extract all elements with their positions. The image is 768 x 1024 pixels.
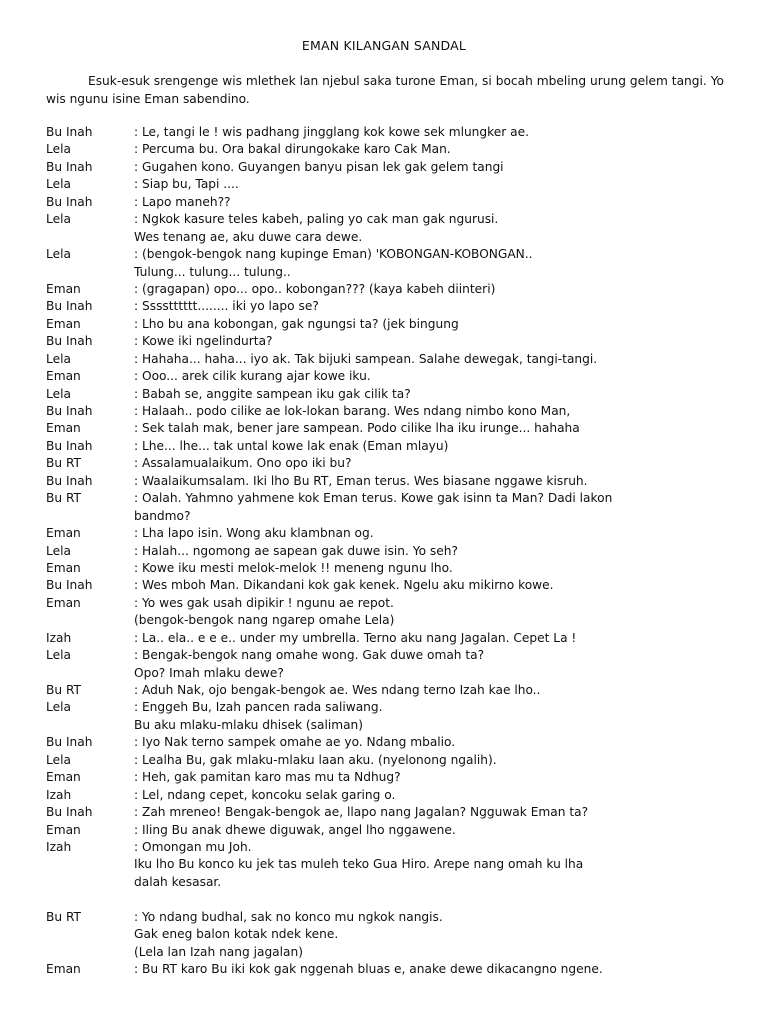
- dialogue-line: [46, 891, 736, 908]
- speaker-name: Lela: [46, 212, 71, 227]
- speaker-name: Izah: [46, 787, 72, 802]
- dialogue-text: (Lela lan Izah nang jagalan): [134, 944, 303, 959]
- dialogue-line: [46, 752, 736, 769]
- speaker-name: Izah: [46, 839, 72, 854]
- dialogue-text: : Zah mreneo! Bengak-bengok ae, llapo nang Jagalan? Ngguwak Eman ta?: [134, 805, 589, 820]
- speaker-name: Bu RT: [46, 909, 81, 924]
- dialogue-text: dalah kesasar.: [134, 874, 222, 889]
- speaker-name: Lela: [46, 247, 71, 262]
- dialogue-line: [46, 560, 736, 577]
- dialogue-text: : Kowe iki ngelindurta?: [134, 334, 273, 349]
- dialogue-line: [46, 141, 736, 158]
- speaker-name: Eman: [46, 526, 81, 541]
- dialogue-text: Iku lho Bu konco ku jek tas muleh teko Gua Hiro. Arepe nang omah ku lha: [134, 857, 584, 872]
- dialogue-line: [46, 839, 736, 856]
- dialogue-line: [46, 194, 736, 211]
- dialogue-line: [46, 124, 736, 141]
- dialogue-text: : Yo ndang budhal, sak no konco mu ngkok nangis.: [134, 909, 443, 924]
- dialogue-text: : Iling Bu anak dhewe diguwak, angel lho nggawene.: [134, 822, 456, 837]
- intro-paragraph: Esuk-esuk srengenge wis mlethek lan njebul saka turone Eman, si bocah mbeling urung gelem tangi. Yo wis ngunu isine Eman sabendino.: [46, 74, 724, 106]
- dialogue-line: [46, 159, 736, 176]
- dialogue-text: : Lhe... lhe... tak untal kowe lak enak (Eman mlayu): [134, 438, 449, 453]
- speaker-name: Eman: [46, 560, 81, 575]
- dialogue-text: Opo? Imah mlaku dewe?: [134, 665, 284, 680]
- dialogue-line: [46, 804, 736, 821]
- dialogue-line: [46, 595, 736, 612]
- speaker-name: Eman: [46, 316, 81, 331]
- dialogue-text: : Sek talah mak, bener jare sampean. Podo cilike lha iku irunge... hahaha: [134, 421, 580, 436]
- dialogue-text: : (gragapan) opo... opo.. kobongan??? (kaya kabeh diinteri): [134, 281, 496, 296]
- speaker-name: Eman: [46, 369, 81, 384]
- dialogue-text: : Percuma bu. Ora bakal dirungokake karo Cak Man.: [134, 142, 451, 157]
- dialogue-line: [46, 298, 736, 315]
- dialogue-text: : Enggeh Bu, Izah pancen rada saliwang.: [134, 700, 383, 715]
- dialogue-line: [46, 665, 736, 682]
- speaker-name: Eman: [46, 421, 81, 436]
- dialogue-text: : Yo wes gak usah dipikir ! ngunu ae repot.: [134, 595, 394, 610]
- dialogue-text: : Ooo... arek cilik kurang ajar kowe iku.: [134, 369, 371, 384]
- dialogue-text: : Kowe iku mesti melok-melok !! meneng ngunu lho.: [134, 560, 453, 575]
- dialogue-line: [46, 612, 736, 629]
- dialogue-line: [46, 630, 736, 647]
- document-title: EMAN KILANGAN SANDAL: [301, 38, 467, 53]
- dialogue-text: : Bengak-bengok nang omahe wong. Gak duwe omah ta?: [134, 648, 485, 663]
- dialogue-text: : Oalah. Yahmno yahmene kok Eman terus. Kowe gak isinn ta Man? Dadi lakon: [134, 491, 613, 506]
- dialogue-text: : Bu RT karo Bu iki kok gak nggenah bluas e, anake dewe dikacangno ngene.: [134, 962, 603, 976]
- speaker-name: Eman: [46, 595, 81, 610]
- dialogue-script: [46, 124, 736, 978]
- dialogue-line: [46, 229, 736, 246]
- dialogue-line: [46, 455, 736, 472]
- dialogue-line: [46, 682, 736, 699]
- dialogue-line: [46, 490, 736, 507]
- dialogue-line: [46, 787, 736, 804]
- dialogue-text: Bu aku mlaku-mlaku dhisek (saliman): [134, 717, 364, 732]
- dialogue-text: : Hahaha... haha... iyo ak. Tak bijuki sampean. Salahe dewegak, tangi-tangi.: [134, 351, 598, 366]
- speaker-name: Bu Inah: [46, 578, 93, 593]
- dialogue-text: : Halah... ngomong ae sapean gak duwe isin. Yo seh?: [134, 543, 458, 558]
- dialogue-line: [46, 909, 736, 926]
- dialogue-line: [46, 769, 736, 786]
- speaker-name: Lela: [46, 386, 71, 401]
- dialogue-line: [46, 717, 736, 734]
- speaker-name: Bu Inah: [46, 404, 93, 418]
- speaker-name: Eman: [46, 822, 81, 837]
- dialogue-text: : Lho bu ana kobongan, gak ngungsi ta? (jek bingung: [134, 316, 459, 331]
- dialogue-line: [46, 699, 736, 716]
- speaker-name: Bu Inah: [46, 194, 93, 209]
- dialogue-line: [46, 734, 736, 751]
- dialogue-line: [46, 438, 736, 455]
- dialogue-line: [46, 264, 736, 281]
- speaker-name: Lela: [46, 752, 71, 767]
- dialogue-line: [46, 403, 736, 420]
- speaker-name: Lela: [46, 351, 71, 366]
- dialogue-line: [46, 874, 736, 891]
- speaker-name: Bu Inah: [46, 159, 93, 174]
- speaker-name: Bu Inah: [46, 805, 93, 820]
- speaker-name: Bu RT: [46, 683, 81, 697]
- speaker-name: Eman: [46, 962, 81, 976]
- speaker-name: Bu Inah: [46, 299, 93, 314]
- dialogue-line: [46, 647, 736, 664]
- speaker-name: Bu RT: [46, 456, 81, 471]
- dialogue-line: [46, 211, 736, 228]
- dialogue-text: : Lel, ndang cepet, koncoku selak garing o.: [134, 787, 396, 802]
- dialogue-line: [46, 577, 736, 594]
- dialogue-line: [46, 508, 736, 525]
- dialogue-line: [46, 333, 736, 350]
- speaker-name: Bu Inah: [46, 125, 93, 139]
- dialogue-line: [46, 368, 736, 385]
- dialogue-line: [46, 176, 736, 193]
- dialogue-line: [46, 543, 736, 560]
- dialogue-text: : La.. ela.. e e e.. under my umbrella. Terno aku nang Jagalan. Cepet La !: [134, 630, 577, 645]
- speaker-name: Lela: [46, 543, 71, 558]
- dialogue-line: [46, 420, 736, 437]
- dialogue-text: : Iyo Nak terno sampek omahe ae yo. Ndang mbalio.: [134, 735, 456, 750]
- dialogue-text: : (bengok-bengok nang kupinge Eman) 'KOBONGAN-KOBONGAN..: [134, 247, 533, 262]
- dialogue-text: : Omongan mu Joh.: [134, 839, 252, 854]
- dialogue-line: [46, 926, 736, 943]
- speaker-name: Lela: [46, 177, 71, 192]
- dialogue-line: [46, 386, 736, 403]
- dialogue-text: : Assalamualaikum. Ono opo iki bu?: [134, 456, 352, 471]
- dialogue-text: : Siap bu, Tapi ....: [134, 177, 239, 192]
- speaker-name: Lela: [46, 648, 71, 663]
- speaker-name: Lela: [46, 142, 71, 157]
- speaker-name: Eman: [46, 770, 81, 785]
- dialogue-text: : Heh, gak pamitan karo mas mu ta Ndhug?: [134, 770, 401, 785]
- dialogue-text: : Ngkok kasure teles kabeh, paling yo cak man gak ngurusi.: [134, 212, 499, 227]
- dialogue-line: [46, 316, 736, 333]
- dialogue-line: [46, 525, 736, 542]
- speaker-name: Lela: [46, 700, 71, 715]
- speaker-name: Bu Inah: [46, 334, 93, 349]
- dialogue-text: : Lealha Bu, gak mlaku-mlaku laan aku. (nyelonong ngalih).: [134, 752, 497, 767]
- dialogue-text: : Waalaikumsalam. Iki lho Bu RT, Eman terus. Wes biasane nggawe kisruh.: [134, 473, 588, 488]
- dialogue-line: [46, 822, 736, 839]
- dialogue-text: bandmo?: [134, 508, 191, 523]
- dialogue-text: : Halaah.. podo cilike ae lok-lokan barang. Wes ndang nimbo kono Man,: [134, 404, 571, 418]
- dialogue-line: [46, 281, 736, 298]
- dialogue-line: [46, 944, 736, 961]
- dialogue-text: : Aduh Nak, ojo bengak-bengok ae. Wes ndang terno Izah kae lho..: [134, 683, 541, 697]
- dialogue-line: [46, 856, 736, 873]
- dialogue-text: : Wes mboh Man. Dikandani kok gak kenek. Ngelu aku mikirno kowe.: [134, 578, 554, 593]
- dialogue-text: : Le, tangi le ! wis padhang jingglang kok kowe sek mlungker ae.: [134, 125, 529, 139]
- dialogue-text: : Sssstttttt........ iki yo lapo se?: [134, 299, 319, 314]
- dialogue-text: Gak eneg balon kotak ndek kene.: [134, 927, 339, 942]
- dialogue-text: : Lha lapo isin. Wong aku klambnan og.: [134, 526, 374, 541]
- dialogue-text: Wes tenang ae, aku duwe cara dewe.: [134, 229, 363, 244]
- dialogue-line: [46, 351, 736, 368]
- speaker-name: Bu Inah: [46, 438, 93, 453]
- dialogue-line: [46, 961, 736, 978]
- dialogue-line: [46, 246, 736, 263]
- dialogue-text: (bengok-bengok nang ngarep omahe Lela): [134, 613, 395, 628]
- dialogue-text: : Gugahen kono. Guyangen banyu pisan lek gak gelem tangi: [134, 159, 504, 174]
- speaker-name: Izah: [46, 630, 72, 645]
- dialogue-text: Tulung... tulung... tulung..: [134, 264, 291, 279]
- speaker-name: Bu Inah: [46, 473, 93, 488]
- dialogue-text: : Lapo maneh??: [134, 194, 231, 209]
- speaker-name: Bu RT: [46, 491, 81, 506]
- speaker-name: Bu Inah: [46, 735, 93, 750]
- dialogue-text: : Babah se, anggite sampean iku gak cilik ta?: [134, 386, 411, 401]
- dialogue-line: [46, 473, 736, 490]
- speaker-name: Eman: [46, 281, 81, 296]
